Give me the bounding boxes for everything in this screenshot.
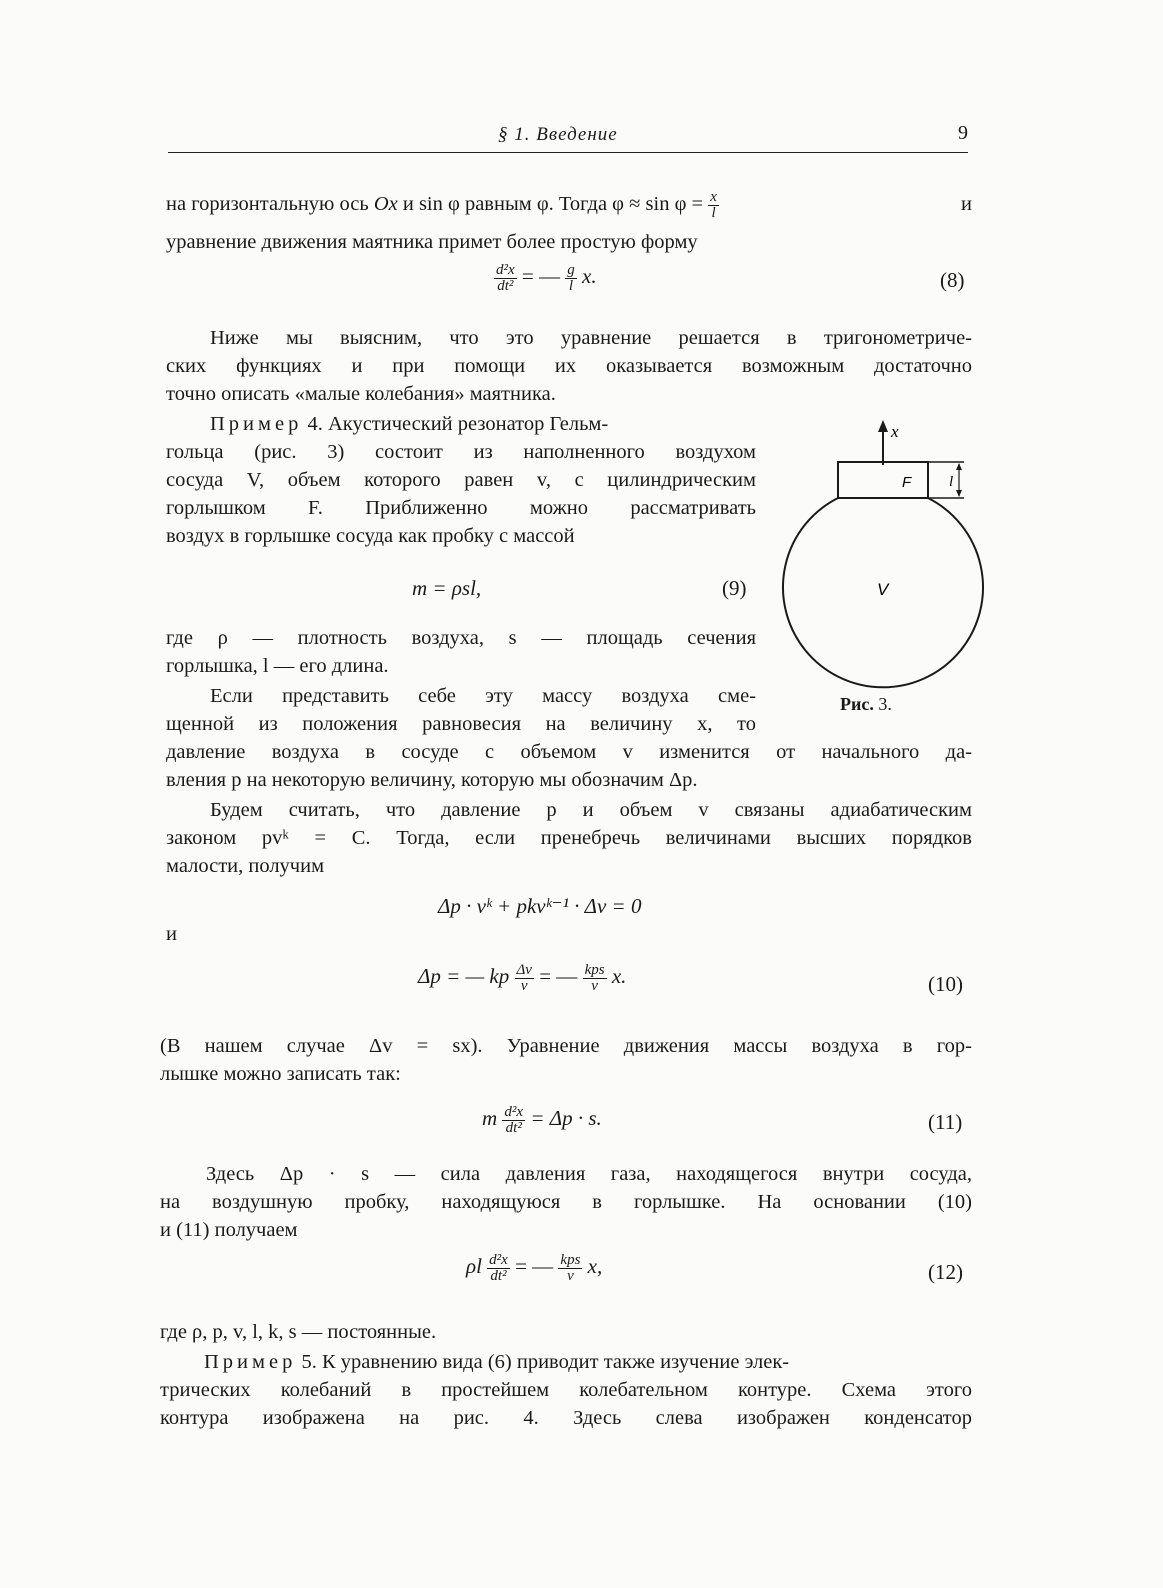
axis-label-x: x xyxy=(891,422,899,441)
equation-term: x. xyxy=(582,264,597,288)
text-line: вления p на некоторую величину, которую мы обозначим Δp. xyxy=(166,769,698,791)
arrow-head-icon xyxy=(956,463,962,470)
text-line: где ρ, p, v, l, k, s — постоянные. xyxy=(160,1321,437,1343)
fraction-denominator: dt² xyxy=(505,1119,522,1136)
equation-number: (9) xyxy=(722,576,747,600)
running-title: § 1. Введение xyxy=(498,124,618,145)
neck-label-F: F xyxy=(902,474,912,491)
text-line xyxy=(204,1348,972,1376)
equation-term: Δp = — kp xyxy=(418,964,510,988)
text-fragment: на горизонтальную ось xyxy=(166,193,369,216)
text-line: малости, получим xyxy=(166,855,325,877)
page-number: 9 xyxy=(958,122,968,144)
text-line: Если представить себе эту массу воздуха сме- xyxy=(210,685,756,707)
example-heading: Пример xyxy=(204,1351,297,1373)
fraction-denominator: l xyxy=(568,277,574,294)
fraction-numerator: kps xyxy=(584,961,605,978)
equation-term: m xyxy=(482,1106,498,1130)
text-line: Ниже мы выясним, что это уравнение решается в тригонометриче- xyxy=(210,327,972,349)
equation-number: (12) xyxy=(928,1260,963,1284)
text-line: горлышком F. Приближенно можно рассматривать xyxy=(166,497,756,519)
vessel-label-V: V xyxy=(877,580,889,599)
fraction-denominator: l xyxy=(711,205,716,221)
text-line xyxy=(210,410,756,438)
arrow-head-icon xyxy=(878,420,888,432)
text-line: щенной из положения равновесия на величину x, то xyxy=(166,713,756,735)
text-line: и xyxy=(166,923,177,945)
fraction-denominator: v xyxy=(520,977,528,994)
fraction xyxy=(708,190,719,221)
equation-operator: = — xyxy=(539,964,578,988)
text-line: ских функциях и при помощи их оказывается возможным достаточно xyxy=(166,355,972,377)
text-line: контура изображена на рис. 4. Здесь слева изображен конденсатор xyxy=(160,1407,972,1429)
text-line: сосуда V, объем которого равен v, с цилиндрическим xyxy=(166,469,756,491)
text-line: давление воздуха в сосуде с объемом v изменится от начального да- xyxy=(166,741,972,763)
fraction xyxy=(502,1105,525,1136)
text-fragment: и sin φ равным φ. Тогда φ ≈ sin φ = xyxy=(402,193,704,216)
helmholtz-resonator-figure xyxy=(778,415,988,725)
fraction-denominator: dt² xyxy=(490,1267,507,1284)
fraction xyxy=(565,263,577,294)
text-line: (В нашем случае Δv = sx). Уравнение движения массы воздуха в гор- xyxy=(160,1035,972,1057)
fraction-numerator: x xyxy=(710,189,717,205)
running-head xyxy=(168,122,968,153)
fraction-denominator: v xyxy=(567,1267,574,1284)
text-line xyxy=(166,190,972,221)
equation-9: m = ρsl, xyxy=(412,576,482,600)
equation-term: ρl xyxy=(466,1254,482,1278)
text-line: воздух в горлышке сосуда как пробку с массой xyxy=(166,525,575,547)
fraction xyxy=(515,963,534,994)
length-label-l: l xyxy=(949,474,954,490)
text-line: трических колебаний в простейшем колебательном контуре. Схема этого xyxy=(160,1379,972,1401)
neck-rectangle xyxy=(838,462,928,498)
text-line: Будем считать, что давление p и объем v связаны адиабатическим xyxy=(210,799,972,821)
fraction-numerator: d²x xyxy=(489,1251,508,1268)
fraction xyxy=(558,1253,582,1284)
caption-word: Рис. xyxy=(840,694,874,714)
text-line: законом pvᵏ = C. Тогда, если пренебречь величинами высших порядков xyxy=(166,827,972,849)
text-line: гольца (рис. 3) состоит из наполненного воздухом xyxy=(166,441,756,463)
fraction-denominator: dt² xyxy=(497,277,514,294)
text-line: Здесь Δp · s — сила давления газа, находящегося внутри сосуда, xyxy=(206,1163,972,1185)
equation-operator: = — xyxy=(521,264,560,288)
text-line: горлышка, l — его длина. xyxy=(166,655,389,677)
fraction-numerator: g xyxy=(567,261,575,278)
equation-number: (10) xyxy=(928,972,963,996)
equation-10 xyxy=(418,962,626,994)
figure-caption xyxy=(840,694,892,715)
text-line: и (11) получаем xyxy=(160,1219,298,1241)
equation-8 xyxy=(494,262,597,294)
equation-term: x, xyxy=(587,1254,603,1278)
fraction xyxy=(487,1253,510,1284)
fraction xyxy=(494,263,517,294)
text-line: на воздушную пробку, находящуюся в горлышке. На основании (10) xyxy=(160,1191,972,1213)
equation-operator: = — xyxy=(515,1254,554,1278)
text-fragment: 4. Акустический резонатор Гельм- xyxy=(307,413,609,435)
fraction-numerator: d²x xyxy=(504,1103,524,1120)
fraction-numerator: Δv xyxy=(516,961,532,978)
equation-term: = Δp · s. xyxy=(530,1106,602,1130)
equation-term: x. xyxy=(611,964,627,988)
equation-12 xyxy=(466,1252,602,1284)
fraction-numerator: d²x xyxy=(496,261,515,278)
fraction-numerator: kps xyxy=(560,1251,581,1268)
equation-number: (8) xyxy=(940,268,965,292)
text-line: точно описать «малые колебания» маятника. xyxy=(166,383,556,405)
arrow-head-icon xyxy=(956,490,962,497)
text-line: уравнение движения маятника примет более простую форму xyxy=(166,231,698,253)
equation-adiabatic-differential: Δp · vᵏ + pkvᵏ⁻¹ · Δv = 0 xyxy=(438,894,642,918)
text-line: где ρ — плотность воздуха, s — площадь сечения xyxy=(166,627,756,649)
text-fragment: и xyxy=(961,193,972,215)
equation-number: (11) xyxy=(928,1110,963,1134)
fraction-denominator: v xyxy=(591,977,598,994)
text-line: лышке можно записать так: xyxy=(160,1063,401,1085)
text-fragment: Ox xyxy=(373,193,398,216)
text-fragment: 5. К уравнению вида (6) приводит также изучение элек- xyxy=(301,1351,790,1373)
equation-11 xyxy=(482,1104,602,1136)
caption-number: 3. xyxy=(878,694,892,714)
example-heading: Пример xyxy=(210,413,303,435)
fraction xyxy=(583,963,607,994)
